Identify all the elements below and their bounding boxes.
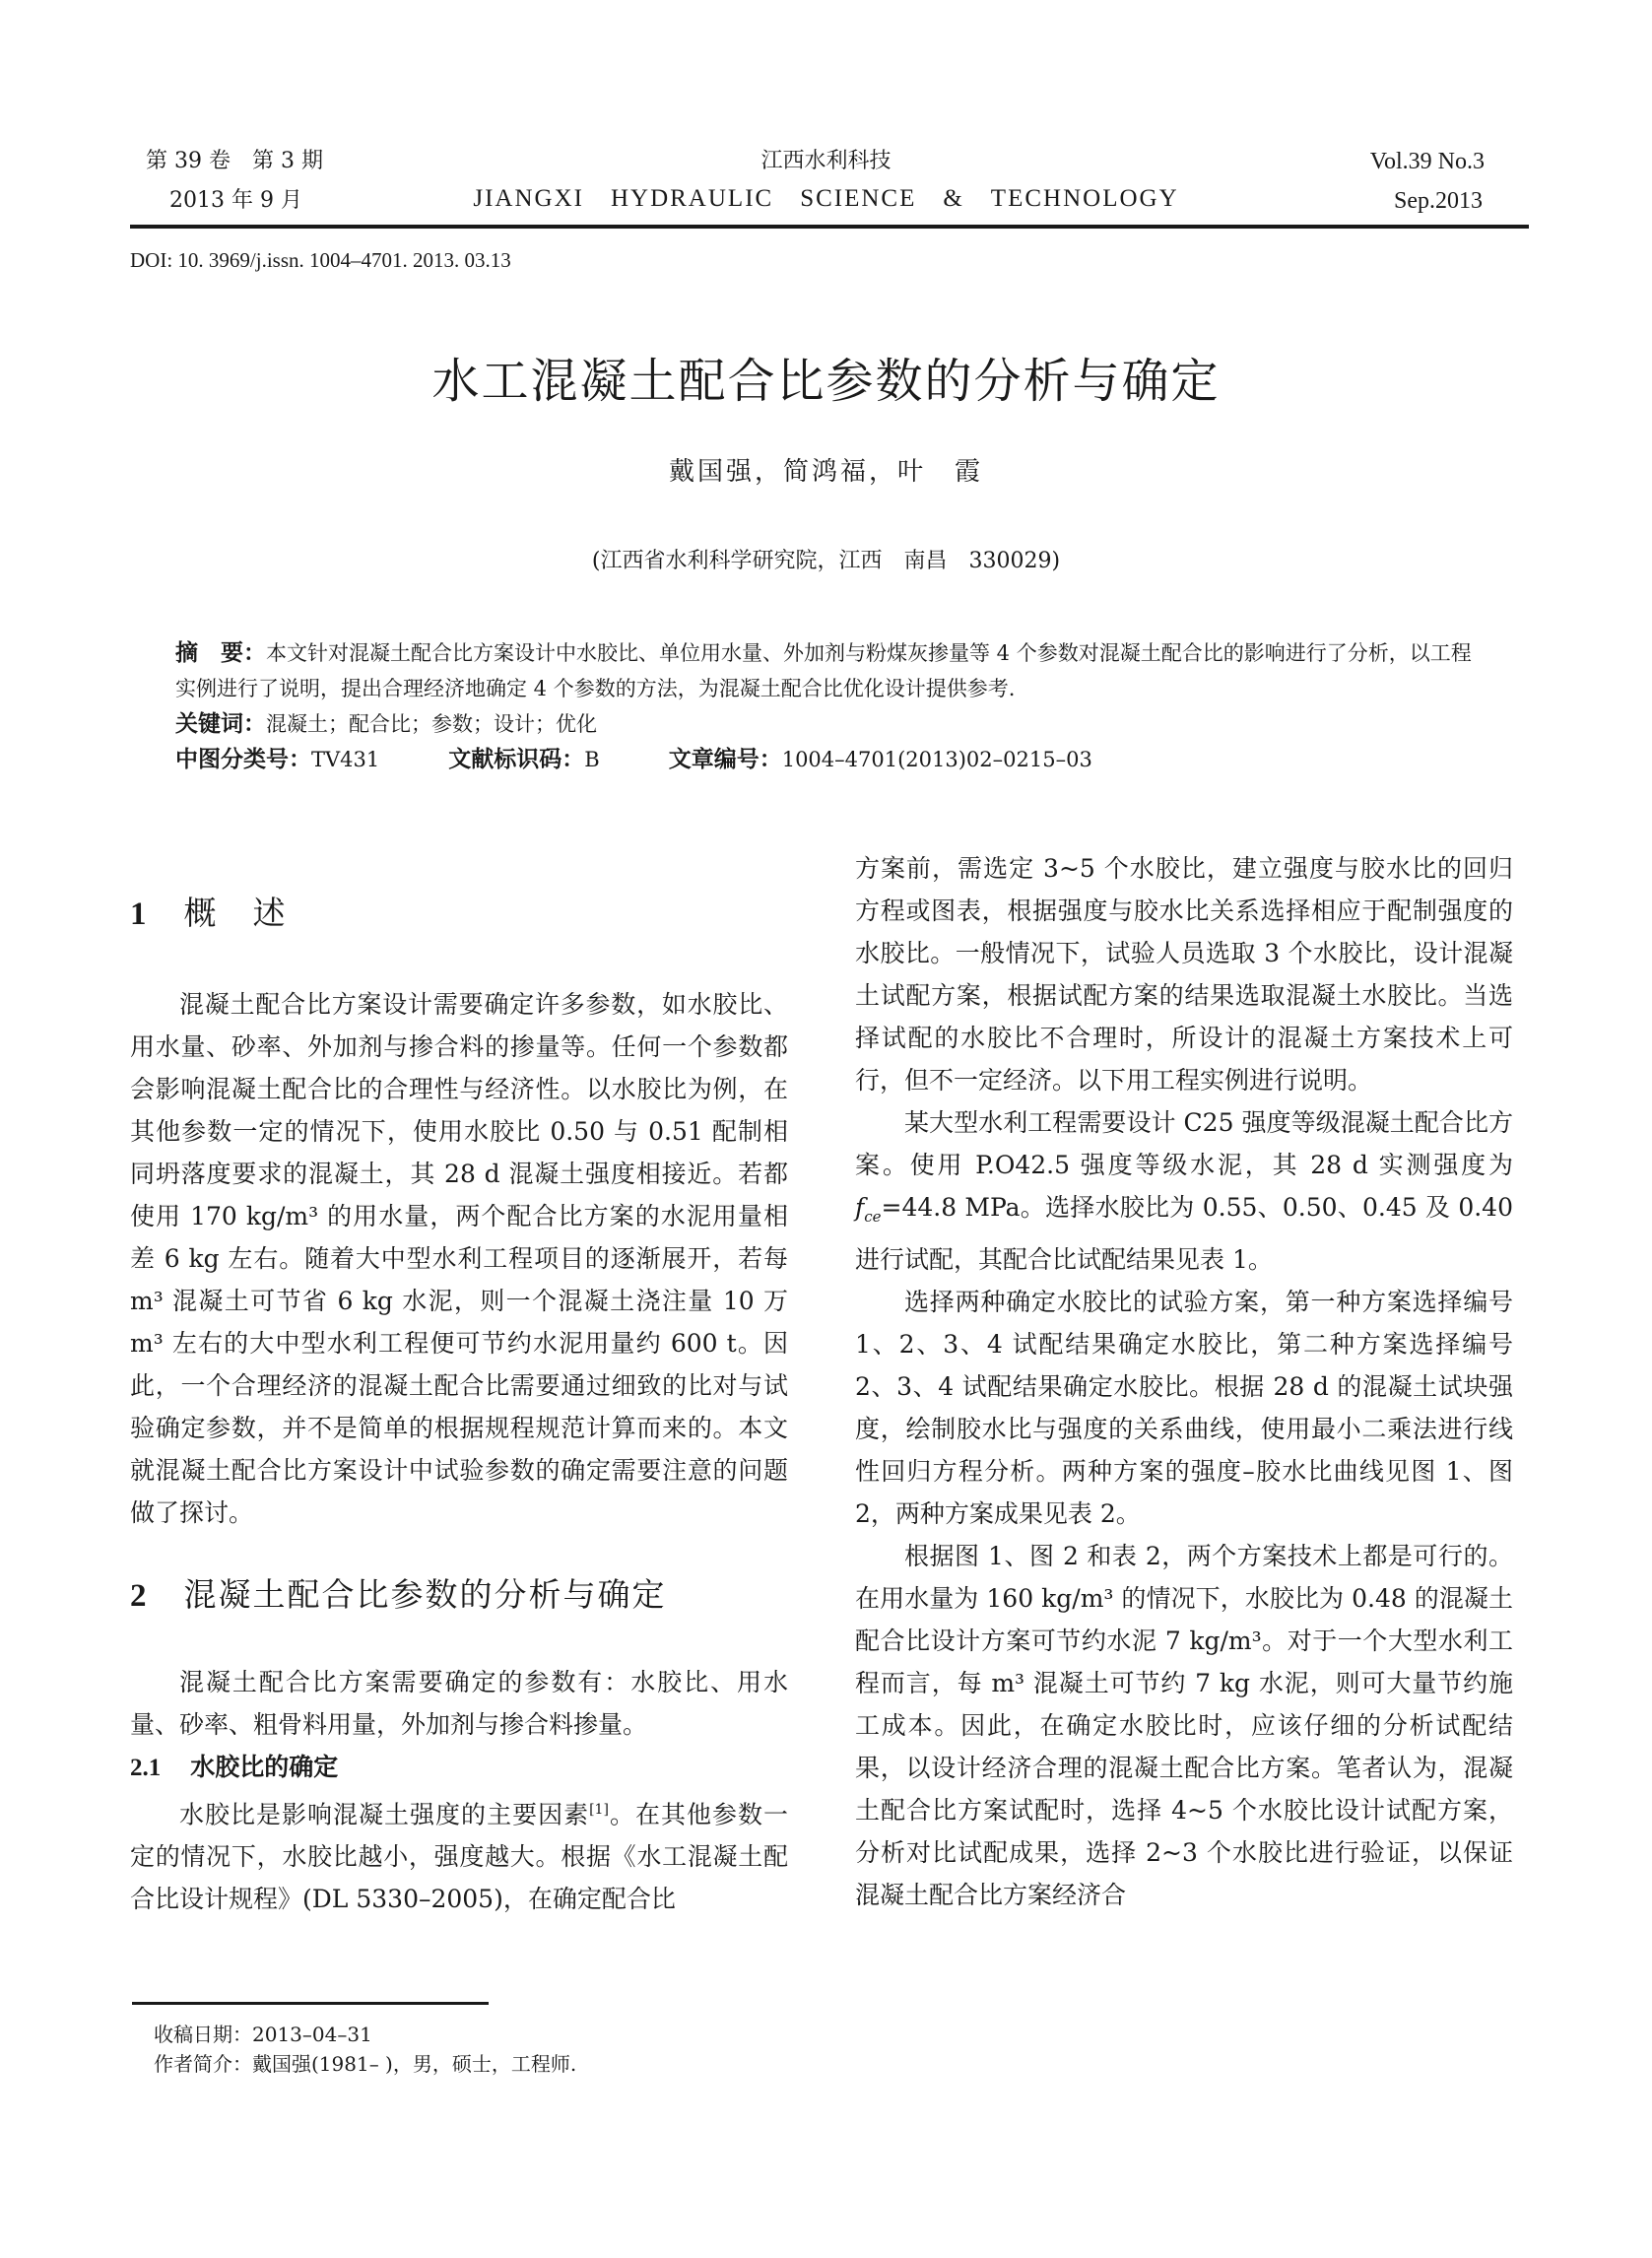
section-1-paragraph: 混凝土配合比方案设计需要确定许多参数，如水胶比、用水量、砂率、外加剂与掺合料的掺量等。任何一个参数都会影响混凝土配合比的合理性与经济性。以水胶比为例，在其他参数一定的情况下，使用水胶比 0.50 与 0.51 配制相同坍落度要求的混凝土，其 28 d 混凝土强度相接近。若都使用 170 kg/m³ 的用水量，两个配合比方案的水泥用量相差 6 kg 左右。随着大中型水利工程项目的逐渐展开，若每 m³ 混凝土可节省 6 kg 水泥，则一个混凝土浇注量 10 万 m³ 左右的大中型水利工程便可节约水泥用量约 600 t。因此，一个合理经济的混凝土配合比需要通过细致的比对与试验确定参数，并不是简单的根据规程规范计算而来的。本文就混凝土配合比方案设计中试验参数的确定需要注意的问题做了探讨。 — [130, 990, 788, 1527]
header-rule — [130, 225, 1529, 229]
section-2-title: 混凝土配合比参数的分析与确定 — [183, 1575, 667, 1614]
doc-code-label: 文献标识码： — [448, 747, 585, 772]
right-paragraph-2-b: =44.8 MPa。选择水胶比为 0.55、0.50、0.45 及 0.40 进行试配，其配合比试配结果见表 1。 — [855, 1193, 1513, 1274]
right-paragraph-3: 选择两种确定水胶比的试验方案，第一种方案选择编号 1、2、3、4 试配结果确定水胶比，第二种方案选择编号 2、3、4 试配结果确定水胶比。根据 28 d 的混凝土试块强度，绘制胶水比与强度的关系曲线，使用最小二乘法进行线性回归方程分析。两种方案的强度–胶水比曲线见图 1、图 2，两种方案成果见表 2。 — [855, 1288, 1513, 1528]
footnotes — [154, 2020, 576, 2079]
keywords-text: 混凝土；配合比；参数；设计；优化 — [266, 712, 597, 736]
section-1-heading — [130, 892, 788, 936]
right-paragraph-4: 根据图 1、图 2 和表 2，两个方案技术上都是可行的。在用水量为 160 kg/m³ 的情况下，水胶比为 0.48 的混凝土配合比设计方案可节约水泥 7 kg/m³。对于一个大型水利工程而言，每 m³ 混凝土可节约 7 kg 水泥，则可大量节约施工成本。因此，在确定水胶比时，应该仔细的分析试配结果，以设计经济合理的混凝土配合比方案。笔者认为，混凝土配合比方案试配时，选择 4~5 个水胶比设计试配方案，分析对比试配成果，选择 2~3 个水胶比进行验证，以保证混凝土配合比方案经济合 — [855, 1542, 1513, 1909]
authors: 戴国强，简鸿福，叶 霞 — [668, 457, 983, 487]
header-journal-en: JIANGXI HYDRAULIC SCIENCE & TECHNOLOGY — [473, 185, 1179, 212]
header-date-en: Sep.2013 — [1394, 188, 1483, 214]
header-date: 2013 年 9 月 — [169, 188, 302, 213]
right-column — [855, 847, 1513, 1916]
paper-title: 水工混凝土配合比参数的分析与确定 — [431, 354, 1221, 409]
section-2-number: 2 — [130, 1578, 149, 1614]
section-1-number: 1 — [130, 897, 149, 932]
section-2-1-paragraph — [130, 1789, 788, 1920]
abstract — [175, 635, 1486, 706]
header-volume-issue-en: Vol.39 No.3 — [1369, 149, 1485, 174]
article-no-label: 文章编号： — [668, 747, 782, 772]
section-2-1-text-b: 。在其他参数一定的情况下，水胶比越小，强度越大。根据《水工混凝土配合比设计规程》(DL 5330–2005)，在确定配合比 — [130, 1800, 788, 1914]
doi: DOI: 10. 3969/j.issn. 1004–4701. 2013. 03.13 — [130, 248, 511, 272]
right-paragraph-2 — [855, 1101, 1513, 1281]
doc-code-value: B — [584, 748, 600, 771]
header-volume-issue: 第 39 卷 第 3 期 — [146, 149, 323, 173]
left-column — [130, 892, 788, 1920]
clc-label: 中图分类号： — [175, 747, 311, 772]
right-paragraph-2-a: 某大型水利工程需要设计 C25 强度等级混凝土配合比方案。使用 P.O42.5 强度等级水泥，其 28 d 实测强度为 — [855, 1108, 1513, 1179]
section-2-1-title: 水胶比的确定 — [190, 1753, 339, 1781]
section-2-1-number: 2.1 — [130, 1755, 162, 1781]
author-bio: 作者简介：戴国强(1981– )，男，硕士，工程师. — [154, 2052, 577, 2076]
abstract-label: 摘 要： — [175, 640, 266, 666]
classification-row — [175, 742, 1486, 777]
abstract-block — [175, 635, 1486, 777]
fce-subscript: ce — [864, 1208, 882, 1226]
keywords — [175, 706, 1486, 742]
abstract-text: 本文针对混凝土配合比方案设计中水胶比、单位用水量、外加剂与粉煤灰掺量等 4 个参数对混凝土配合比的影响进行了分析，以工程实例进行了说明，提出合理经济地确定 4 个参数的方法，为混凝土配合比优化设计提供参考. — [175, 641, 1472, 700]
section-1-title: 概 述 — [183, 894, 288, 932]
affiliation: (江西省水利科学研究院，江西 南昌 330029) — [591, 549, 1061, 573]
keywords-label: 关键词： — [175, 711, 266, 737]
section-2-1-heading — [130, 1746, 788, 1789]
received-date: 收稿日期：2013–04–31 — [154, 2023, 372, 2046]
header-journal-cn: 江西水利科技 — [760, 149, 892, 173]
section-2-heading — [130, 1573, 788, 1618]
right-paragraph-1: 方案前，需选定 3~5 个水胶比，建立强度与胶水比的回归方程或图表，根据强度与胶水比关系选择相应于配制强度的水胶比。一般情况下，试验人员选取 3 个水胶比，设计混凝土试配方案，根据试配方案的结果选取混凝土水胶比。当选择试配的水胶比不合理时，所设计的混凝土方案技术上可行，但不一定经济。以下用工程实例进行说明。 — [855, 854, 1513, 1095]
article-no-value: 1004–4701(2013)02–0215–03 — [781, 748, 1092, 771]
fce-symbol: f — [855, 1193, 865, 1222]
footnote-rule — [132, 2002, 489, 2005]
section-2-paragraph: 混凝土配合比方案需要确定的参数有：水胶比、用水量、砂率、粗骨料用量，外加剂与掺合料掺量。 — [130, 1668, 788, 1739]
citation-ref[interactable]: [1] — [589, 1802, 609, 1818]
section-2-1-text-a: 水胶比是影响混凝土强度的主要因素 — [179, 1800, 590, 1829]
clc-value: TV431 — [311, 748, 380, 771]
